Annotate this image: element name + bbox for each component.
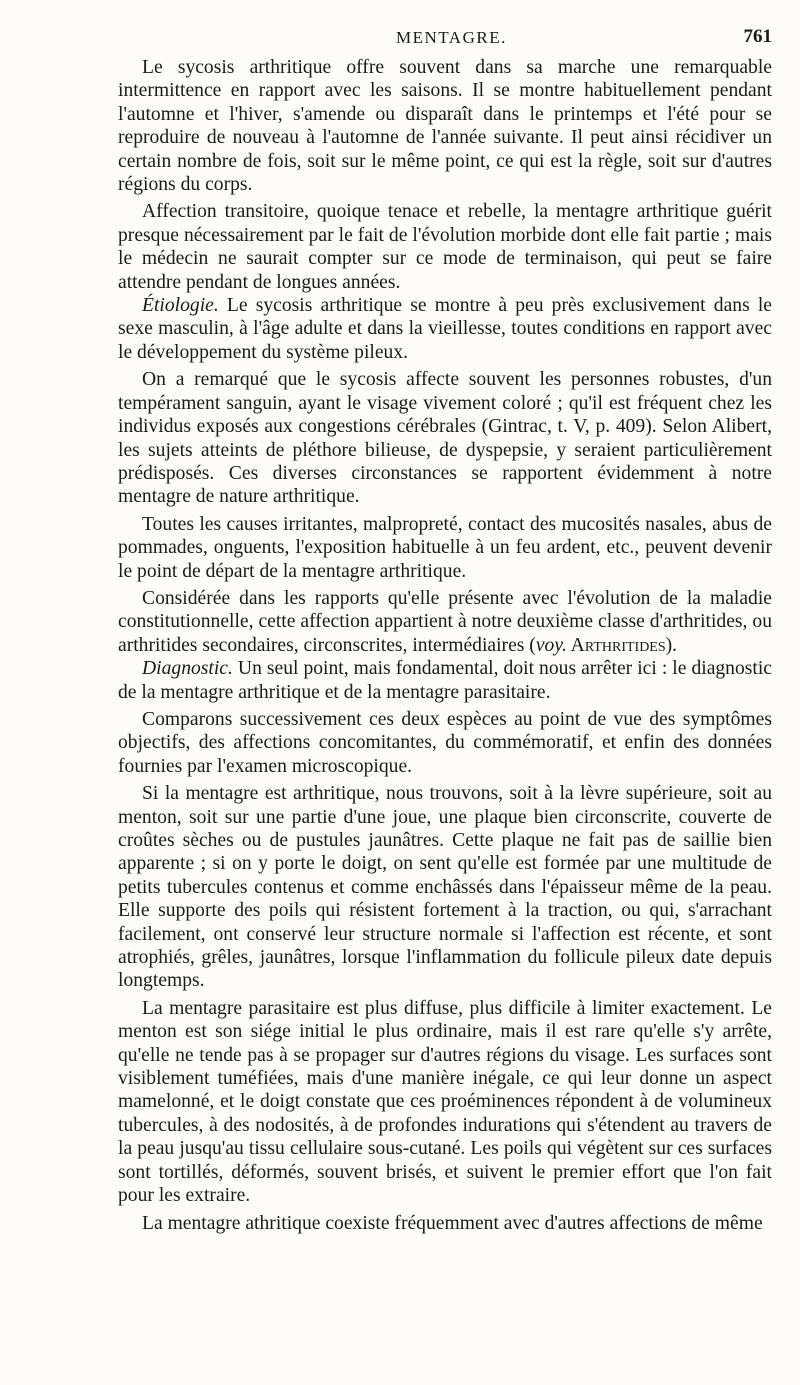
body-text: [118, 56, 772, 1235]
page-header: [118, 26, 772, 56]
paragraph: Affection transitoire, quoique tenace et rebelle, la mentagre arthritique guérit presque nécessairement par le fait de l'évolution morbide dont elle fait partie ; mais le médecin ne saurait compter sur ce mode de terminaison, qui peut se faire attendre pendant de longues années.: [118, 201, 772, 293]
paragraph: Considérée dans les rapports qu'elle présente avec l'évolution de la maladie constitutionnelle, cette affection appartient à notre deuxième classe d'arthritides, ou arthritides secondaires, circonscrites, intermédiaires (voy. Arthritides).: [118, 587, 772, 656]
paragraph: Étiologie. Le sycosis arthritique se montre à peu près exclusivement dans le sexe masculin, à l'âge adulte et dans la vieillesse, toutes conditions en rapport avec le développement du système pileux.: [118, 295, 772, 363]
paragraph: Toutes les causes irritantes, malpropreté, contact des mucosités nasales, abus de pommades, onguents, l'exposition habituelle à un feu ardent, etc., peuvent devenir le point de départ de la mentagre arthritique.: [118, 513, 772, 582]
section-heading-diagnostic: Diagnostic.: [142, 658, 233, 680]
paragraph: Si la mentagre est arthritique, nous trouvons, soit à la lèvre supérieure, soit au menton, soit sur une partie d'une joue, une plaque bien circonscrite, couverte de croûtes sèches ou de pustules jaunâtres. Cette plaque ne fait pas de saillie bien apparente ; si on y porte le doigt, on sent qu'elle est formée par une multitude de petits tubercules contenus et comme enchâssés dans l'épaisseur même de la peau. Elle supporte des poils qui résistent fortement à la traction, ou qui, s'arrachant facilement, ont conservé leur structure normale si l'affection est récente, et sont atrophiés, grêles, jaunâtres, lorsque l'inflammation du follicule pileux date depuis longtemps.: [118, 783, 772, 992]
page-number: 761: [743, 26, 772, 47]
paragraph: Comparons successivement ces deux espèces au point de vue des symptômes objectifs, des affections concomitantes, du commémoratif, et enfin des données fournies par l'examen microscopique.: [118, 708, 772, 777]
cross-reference-target: Arthritides: [566, 634, 666, 656]
paragraph: Diagnostic. Un seul point, mais fondamental, doit nous arrêter ici : le diagnostic de la mentagre arthritique et de la mentagre parasitaire.: [118, 658, 772, 703]
cross-reference: voy.: [535, 634, 567, 656]
section-heading-etiologie: Étiologie.: [142, 295, 219, 317]
paragraph: On a remarqué que le sycosis affecte souvent les personnes robustes, d'un tempérament sanguin, ayant le visage vivement coloré ; qu'il est fréquent chez les individus exposés aux congestions cérébrales (Gintrac, t. V, p. 409). Selon Alibert, les sujets atteints de pléthore bilieuse, de dyspepsie, y seraient particulièrement prédisposés. Ces diverses circonstances se rapportent évidemment à notre mentagre de nature arthritique.: [118, 369, 772, 508]
running-title: MENTAGRE.: [396, 28, 507, 47]
paragraph: La mentagre athritique coexiste fréquemment avec d'autres affections de même: [142, 1212, 763, 1234]
paragraph: Le sycosis arthritique offre souvent dans sa marche une remarquable intermittence en rapport avec les saisons. Il se montre habituellement pendant l'automne et l'hiver, s'amende ou disparaît dans le printemps et l'été pour se reproduire de nouveau à l'automne de l'année suivante. Il peut ainsi récidiver un certain nombre de fois, soit sur le même point, ce qui est la règle, soit sur d'autres régions du corps.: [118, 57, 772, 196]
paragraph: La mentagre parasitaire est plus diffuse, plus difficile à limiter exactement. Le menton est son siége initial le plus ordinaire, mais il est rare qu'elle s'y arrête, qu'elle ne tende pas à se propager sur d'autres régions du visage. Les surfaces sont visiblement tuméfiées, mais d'une manière inégale, ce qui leur donne un aspect mamelonné, et le doigt constate que ces proéminences répondent à de volumineux tubercules, à des nodosités, à de profondes indurations qui s'étendent au travers de la peau jusqu'au tissu cellulaire sous-cutané. Les poils qui végètent sur ces surfaces sont tortillés, déformés, souvent brisés, et suivent le premier effort que l'on fait pour les extraire.: [118, 997, 772, 1207]
